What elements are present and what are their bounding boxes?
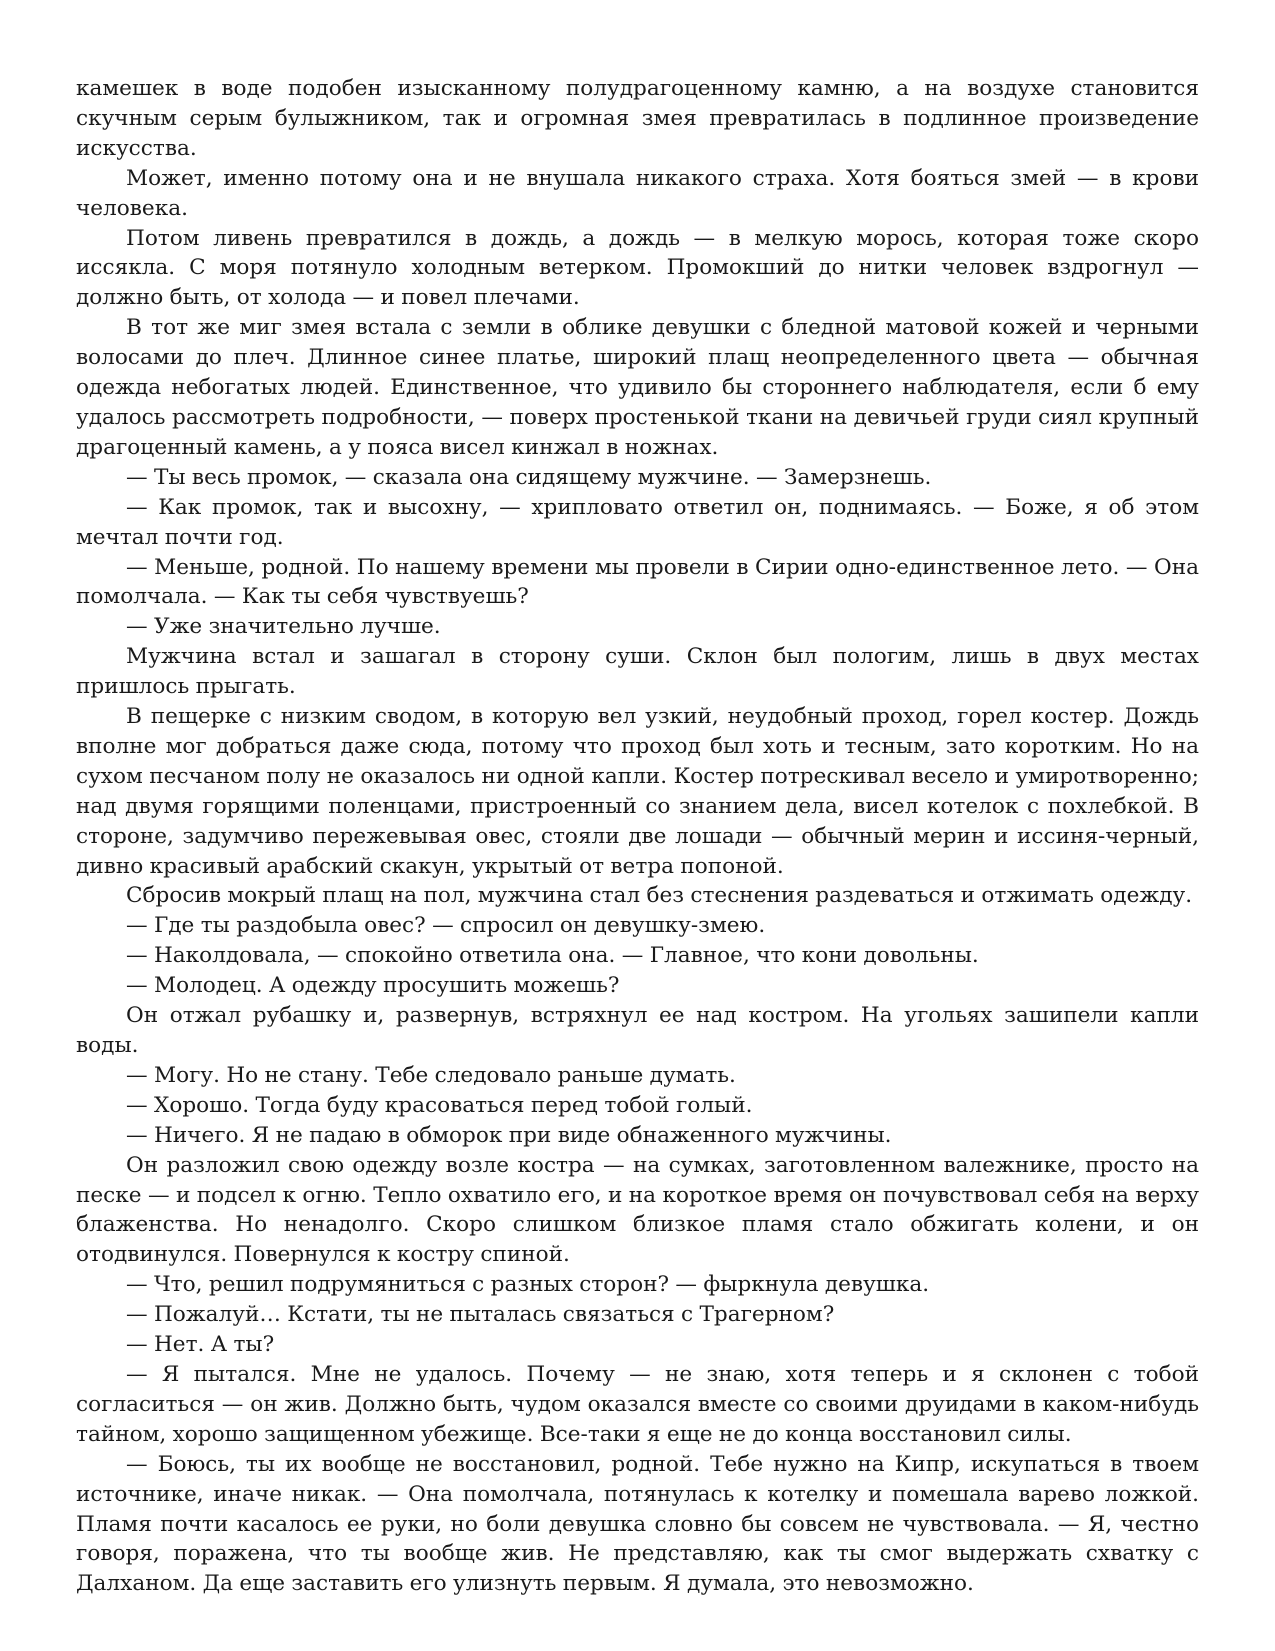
dialogue-line: — Уже значительно лучше.: [126, 614, 441, 640]
dialogue-line: — Пожалуй… Кстати, ты не пыталась связаться с Трагерном?: [126, 1302, 835, 1328]
paragraph: Он разложил свою одежду возле костра — на сумках, заготовленном валежнике, просто на песке — и подсел к огню. Тепло охватило его, и на короткое время он почувствовал себя на верху блаженства. Но ненадолго. Скоро слишком близкое пламя стало обжигать колени, и он отодвинулся. Повернулся к костру спиной.: [76, 1152, 1199, 1268]
dialogue-line: — Я пытался. Мне не удалось. Почему — не знаю, хотя теперь и я склонен с тобой согласиться — он жив. Должно быть, чудом оказался вместе со своими друидами в каком-нибудь тайном, хорошо защищенном убежище. Все-таки я еще не до конца восстановил силы.: [76, 1361, 1199, 1447]
dialogue-line: — Хорошо. Тогда буду красоваться перед тобой голый.: [126, 1092, 753, 1118]
paragraph: Потом ливень превратился в дождь, а дождь — в мелкую морось, которая тоже скоро иссякла. С моря потянуло холодным ветерком. Промокший до нитки человек вздрогнул — должно быть, от холода — и повел плечами.: [76, 225, 1199, 311]
paragraph-continued: камешек в воде подобен изысканному полудрагоценному камню, а на воздухе становится скучным серым булыжником, так и огромная змея превратилась в подлинное произведение искусства.: [76, 76, 1199, 161]
dialogue-line: — Меньше, родной. По нашему времени мы провели в Сирии одно-единственное лето. — Она помолчала. — Как ты себя чувствуешь?: [76, 554, 1199, 610]
dialogue-line: — Нет. А ты?: [126, 1332, 275, 1358]
dialogue-line: — Боюсь, ты их вообще не восстановил, родной. Тебе нужно на Кипр, искупаться в твоем источнике, иначе никак. — Она помолчала, потянулась к котелку и помешала варево ложкой. Пламя почти касалось ее руки, но боли девушка словно бы совсем не чувствовала. — Я, честно говоря, поражена, что ты вообще жив. Не представляю, как ты смог выдержать схватку с Далханом. Да еще заставить его улизнуть первым. Я думала, это невозможно.: [76, 1451, 1199, 1597]
dialogue-line: — Что, решил подрумяниться с разных сторон? — фыркнула девушка.: [126, 1272, 930, 1298]
dialogue-line: — Могу. Но не стану. Тебе следовало раньше думать.: [126, 1062, 736, 1088]
dialogue-line: — Молодец. А одежду просушить можешь?: [126, 973, 620, 999]
paragraph: Может, именно потому она и не внушала никакого страха. Хотя бояться змей — в крови человека.: [76, 165, 1199, 221]
dialogue-line: — Ничего. Я не падаю в обморок при виде обнаженного мужчины.: [126, 1122, 892, 1148]
page-text: [76, 74, 1199, 1599]
paragraph: В пещерке с низким сводом, в которую вел узкий, неудобный проход, горел костер. Дождь вполне мог добраться даже сюда, потому что проход был хоть и тесным, зато коротким. Но на сухом песчаном полу не оказалось ни одной капли. Костер потрескивал весело и умиротворенно; над двумя горящими поленцами, пристроенный со знанием дела, висел котелок с похлебкой. В стороне, задумчиво пережевывая овес, стояли две лошади — обычный мерин и иссиня-черный, дивно красивый арабский скакун, укрытый от ветра попоной.: [76, 704, 1199, 879]
paragraph: Мужчина встал и зашагал в сторону суши. Склон был пологим, лишь в двух местах пришлось прыгать.: [76, 644, 1199, 700]
dialogue-line: — Ты весь промок, — сказала она сидящему мужчине. — Замерзнешь.: [126, 464, 932, 490]
dialogue-line: — Как промок, так и высохну, — хрипловато ответил он, поднимаясь. — Боже, я об этом мечтал почти год.: [76, 494, 1199, 550]
dialogue-line: — Где ты раздобыла овес? — спросил он девушку-змею.: [126, 913, 766, 939]
dialogue-line: — Наколдовала, — спокойно ответила она. — Главное, что кони довольны.: [126, 943, 979, 969]
paragraph: Он отжал рубашку и, развернув, встряхнул ее над костром. На угольях зашипели капли воды.: [76, 1003, 1199, 1058]
paragraph: В тот же миг змея встала с земли в облике девушки с бледной матовой кожей и черными волосами до плеч. Длинное синее платье, широкий плащ неопределенного цвета — обычная одежда небогатых людей. Единственное, что удивило бы стороннего наблюдателя, если б ему удалось рассмотреть подробности, — поверх простенькой ткани на девичьей груди сиял крупный драгоценный камень, а у пояса висел кинжал в ножнах.: [76, 315, 1199, 460]
paragraph: Сбросив мокрый плащ на пол, мужчина стал без стеснения раздеваться и отжимать одежду.: [126, 883, 1193, 909]
